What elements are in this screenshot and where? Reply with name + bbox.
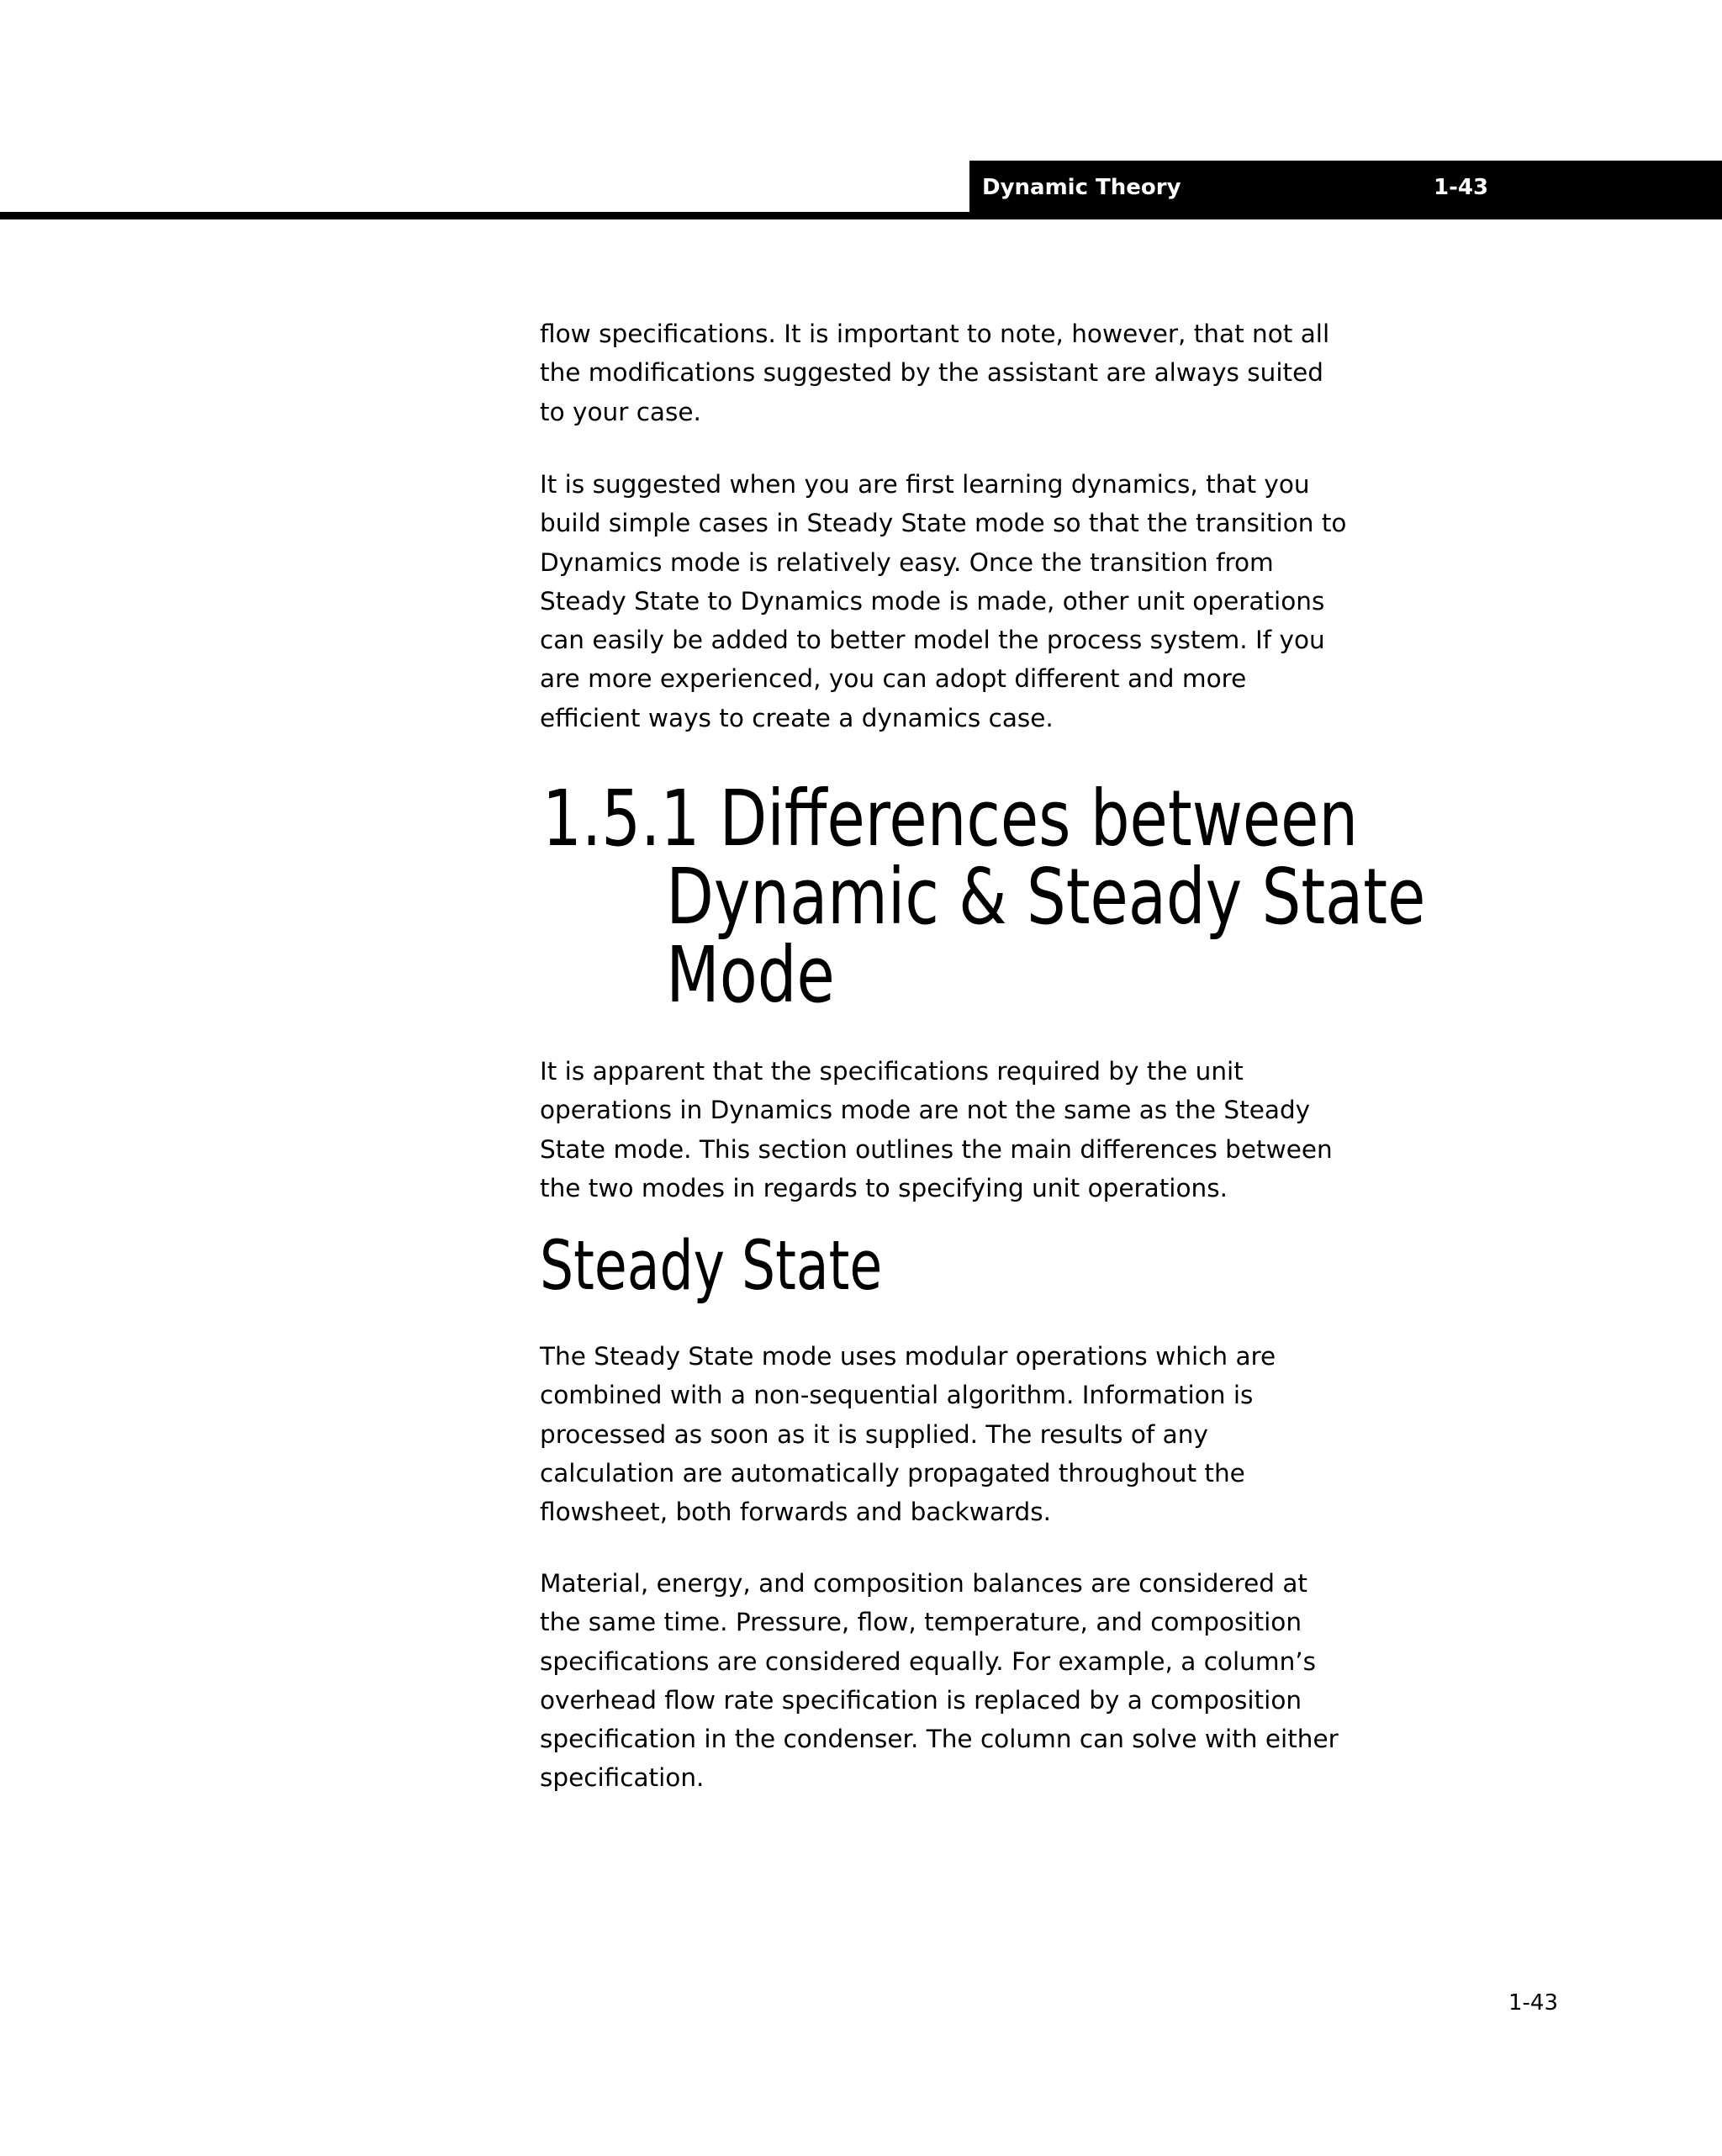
heading-line: Dynamic & Steady State	[666, 852, 1426, 942]
text-line: combined with a non-sequential algorithm. Information is	[540, 1381, 1254, 1410]
paragraph-learning-advice	[540, 465, 1347, 737]
header-page-number: 1-43	[1434, 175, 1489, 200]
text-line: efficient ways to create a dynamics case.	[540, 703, 1054, 732]
text-line: Material, energy, and composition balances are considered at	[540, 1569, 1308, 1598]
text-line: are more experienced, you can adopt different and more	[540, 664, 1247, 694]
text-line: It is suggested when you are first learning dynamics, that you	[540, 470, 1310, 499]
text-line: operations in Dynamics mode are not the same as the Steady	[540, 1096, 1311, 1125]
text-line: to your case.	[540, 397, 701, 426]
text-line: processed as soon as it is supplied. The results of any	[540, 1419, 1208, 1449]
text-line: State mode. This section outlines the main differences between	[540, 1134, 1333, 1164]
paragraph-intro-differences	[540, 1052, 1333, 1207]
paragraph-steady-state-mode	[540, 1337, 1276, 1531]
text-line: the two modes in regards to specifying unit operations.	[540, 1173, 1228, 1202]
subsection-heading: Steady State	[540, 1227, 883, 1306]
header-rule	[0, 212, 969, 219]
text-line: build simple cases in Steady State mode so that the transition to	[540, 509, 1347, 538]
text-line: calculation are automatically propagated throughout the	[540, 1458, 1245, 1488]
text-line: the modifications suggested by the assistant are always suited	[540, 358, 1323, 388]
text-line: The Steady State mode uses modular operations which are	[540, 1342, 1276, 1371]
heading-line: Mode	[666, 930, 835, 1020]
running-header	[969, 161, 1722, 219]
text-line: It is apparent that the specifications required by the unit	[540, 1057, 1244, 1086]
header-section-title: Dynamic Theory	[982, 175, 1181, 200]
text-line: Steady State to Dynamics mode is made, other unit operations	[540, 586, 1325, 616]
heading-line: 1.5.1 Differences between	[542, 774, 1359, 864]
text-line: flow specifications. It is important to note, however, that not all	[540, 320, 1330, 348]
text-line: flowsheet, both forwards and backwards.	[540, 1498, 1051, 1527]
paragraph-balances	[540, 1564, 1339, 1798]
footer-page-number: 1-43	[1508, 1990, 1559, 2016]
text-line: specifications are considered equally. For example, a column’s	[540, 1646, 1317, 1676]
section-heading	[542, 774, 1426, 1020]
paragraph-continuation	[540, 314, 1329, 431]
text-line: overhead flow rate specification is replaced by a composition	[540, 1685, 1302, 1715]
text-line: specification.	[540, 1763, 705, 1793]
text-line: Dynamics mode is relatively easy. Once the transition from	[540, 547, 1274, 577]
text-line: specification in the condenser. The column can solve with either	[540, 1725, 1339, 1754]
text-line: the same time. Pressure, flow, temperature, and composition	[540, 1608, 1302, 1637]
text-line: can easily be added to better model the process system. If you	[540, 626, 1325, 655]
